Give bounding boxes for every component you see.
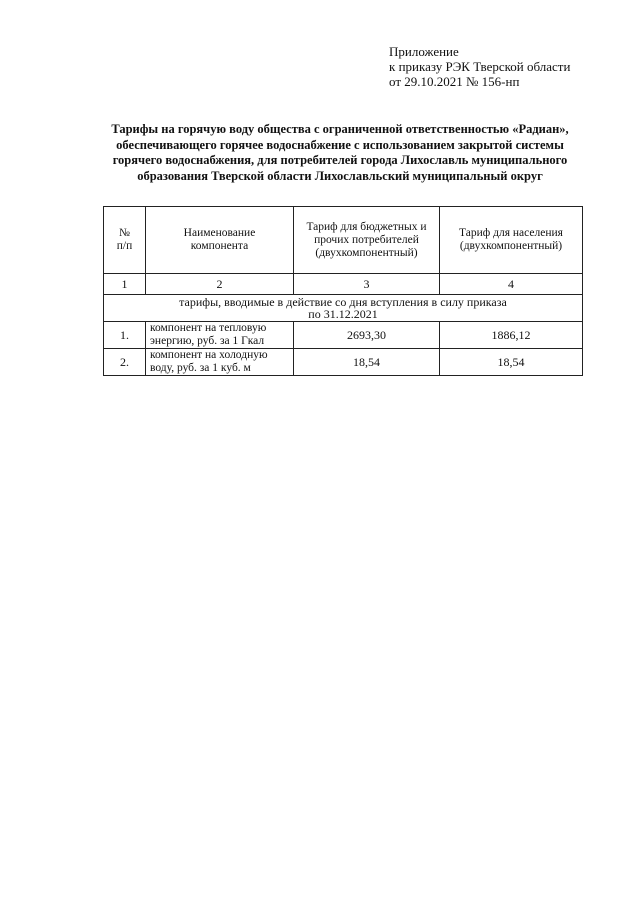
column-number: 4 — [440, 274, 583, 295]
appendix-order-date: от 29.10.2021 № 156-нп — [389, 74, 520, 89]
table-row — [104, 349, 583, 376]
header-number: № п/п — [104, 207, 146, 274]
row-component-name: компонент на холодную воду, руб. за 1 куб. м — [146, 349, 294, 376]
row-budget-tariff: 2693,30 — [294, 322, 440, 349]
column-numbers-row — [104, 274, 583, 295]
appendix-order-ref: к приказу РЭК Тверской области — [389, 59, 571, 74]
section-caption: тарифы, вводимые в действие со дня вступления в силу приказа по 31.12.2021 — [104, 295, 583, 322]
title-line: обеспечивающего горячее водоснабжение с использованием закрытой системы — [116, 137, 564, 152]
row-budget-tariff: 18,54 — [294, 349, 440, 376]
title-line: образования Тверской области Лихославльский муниципальный округ — [137, 168, 543, 183]
row-population-tariff: 18,54 — [440, 349, 583, 376]
table-row — [104, 322, 583, 349]
header-budget-tariff: Тариф для бюджетных и прочих потребителей (двухкомпонентный) — [294, 207, 440, 274]
row-population-tariff: 1886,12 — [440, 322, 583, 349]
table-header-row — [104, 207, 583, 274]
title-line: горячего водоснабжения, для потребителей города Лихославль муниципального — [112, 153, 568, 167]
column-number: 1 — [104, 274, 146, 295]
document-title — [90, 122, 590, 184]
row-number: 1. — [104, 322, 146, 349]
tariff-table — [103, 206, 583, 376]
section-row — [104, 295, 583, 322]
appendix-title: Приложение — [389, 44, 459, 59]
title-line: Тарифы на горячую воду общества с ограниченной ответственностью «Радиан», — [111, 122, 569, 136]
header-population-tariff: Тариф для населения (двухкомпонентный) — [440, 207, 583, 274]
row-number: 2. — [104, 349, 146, 376]
row-component-name: компонент на тепловую энергию, руб. за 1 Гкал — [146, 322, 294, 349]
column-number: 2 — [146, 274, 294, 295]
appendix-note — [389, 44, 570, 89]
column-number: 3 — [294, 274, 440, 295]
header-component-name: Наименование компонента — [146, 207, 294, 274]
